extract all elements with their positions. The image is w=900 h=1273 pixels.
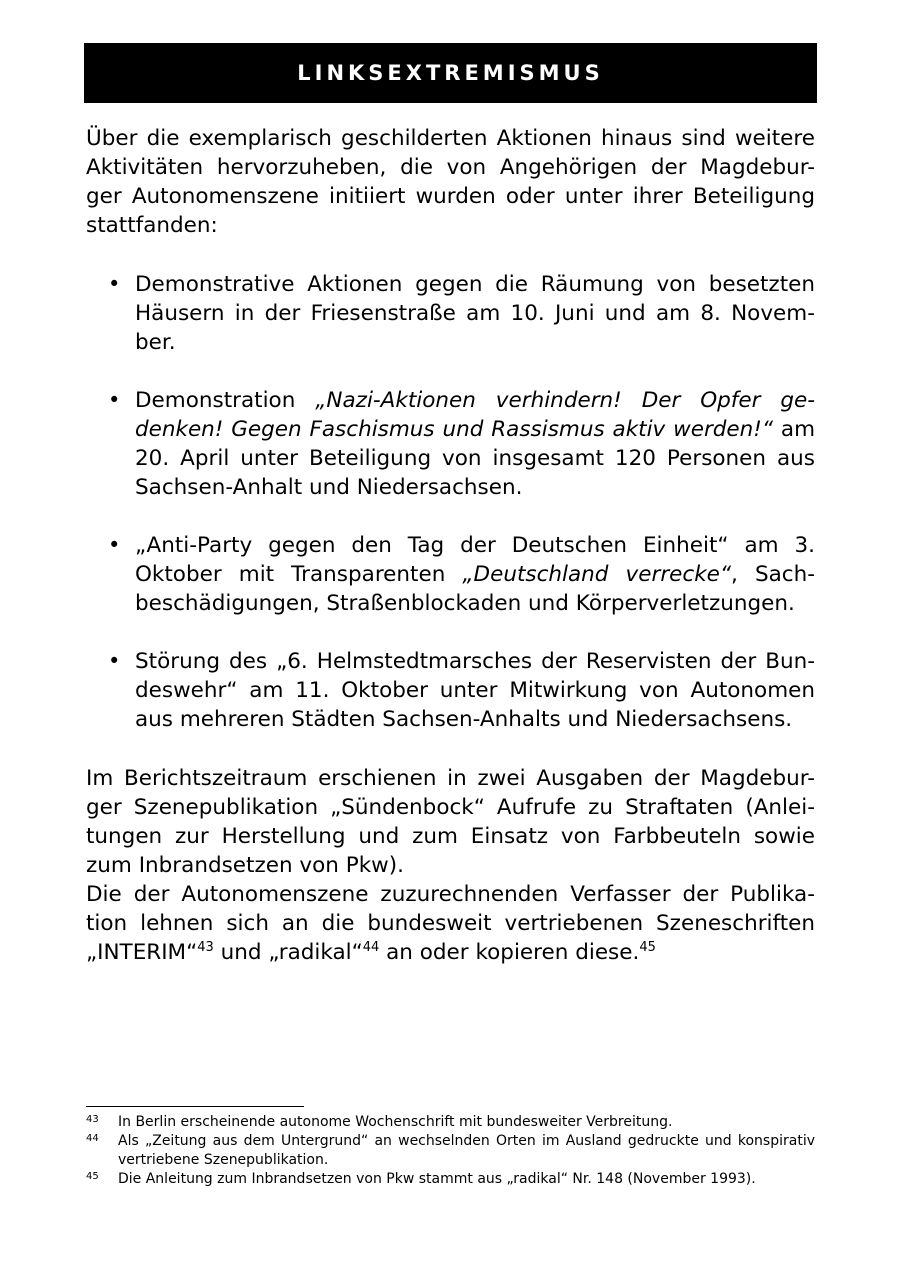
closing-text: Die der Autonomenszene zuzurechnenden Verfasser der Publika-tion lehnen sich an die bundesweit vertriebenen Szeneschriften „INTERIM“ <box>86 882 815 965</box>
list-item <box>86 386 815 502</box>
bullet-icon: • <box>108 533 121 557</box>
closing-text: und „radikal“ <box>213 940 363 965</box>
footnote-text: Die Anleitung zum Inbrandsetzen von Pkw stammt aus „radikal“ Nr. 148 (November 1993). <box>118 1171 756 1187</box>
footnote-number: 43 <box>86 1114 99 1125</box>
closing-paragraph-2 <box>86 880 815 967</box>
closing-paragraph-1: Im Berichtszeitraum erschienen in zwei Ausgaben der Magdebur-ger Szenepublikation „Sündenbock“ Aufrufe zu Straftaten (Anlei-tungen zur Herstellung und zum Einsatz von Farbbeuteln sowie zum Inbrandsetzen von Pkw). <box>86 766 815 878</box>
list-item-prefix: Demonstration <box>135 388 316 413</box>
intro-line: Über die exemplarisch geschilderten Aktionen hinaus sind weitere <box>86 126 815 151</box>
footnote <box>86 1132 815 1170</box>
closing-text: an oder kopieren diese. <box>379 940 640 965</box>
footnote-ref[interactable]: 43 <box>197 940 214 955</box>
bullet-icon: • <box>108 272 121 296</box>
list-item <box>86 531 815 618</box>
intro-line: stattfanden: <box>86 213 218 238</box>
footnote-divider <box>86 1106 304 1107</box>
footnotes <box>86 1113 815 1189</box>
list-item-quote: „Deutschland verrecke“ <box>462 562 732 587</box>
bullet-icon: • <box>108 649 121 673</box>
header-title: LINKSEXTREMISMUS <box>297 61 604 85</box>
list-item-suffix: , Sach-beschädigungen, Straßenblockaden und Körperverletzungen. <box>135 562 815 616</box>
list-item-text: Störung des „6. Helmstedtmarsches der Reservisten der Bun-deswehr“ am 11. Oktober unter Mitwirkung von Autonomen aus mehreren Städten Sachsen-Anhalts und Niedersachsens. <box>135 649 815 732</box>
list-item <box>86 270 815 357</box>
page-header <box>84 43 817 103</box>
closing-paragraphs <box>86 764 815 967</box>
list-item <box>86 647 815 734</box>
bullet-icon: • <box>108 388 121 412</box>
list-item-suffix: am 20. April unter Beteiligung von insgesamt 120 Personen aus Sachsen-Anhalt und Niedersachsen. <box>135 417 816 500</box>
footnote-text: In Berlin erscheinende autonome Wochenschrift mit bundesweiter Verbreitung. <box>118 1114 673 1130</box>
intro-paragraph <box>86 124 815 240</box>
footnote <box>86 1113 815 1132</box>
intro-line: Aktivitäten hervorzuheben, die von Angehörigen der Magdebur- <box>86 155 815 180</box>
list-item-prefix: „Anti-Party gegen den Tag der Deutschen Einheit“ am 3. Oktober mit Transparenten <box>135 533 815 587</box>
footnote-text: Als „Zeitung aus dem Untergrund“ an wechselnden Orten im Ausland gedruckte und konspirativ vertriebene Szenepublikation. <box>118 1133 815 1168</box>
list-item-text: Demonstrative Aktionen gegen die Räumung von besetzten Häusern in der Friesenstraße am 10. Juni und am 8. Novem-ber. <box>135 272 815 355</box>
footnote-ref[interactable]: 44 <box>362 940 380 955</box>
intro-line: ger Autonomenszene initiiert wurden oder unter ihrer Beteiligung <box>86 184 815 209</box>
footnote-number: 45 <box>86 1171 99 1182</box>
list-item-quote: „Nazi-Aktionen verhindern! Der Opfer ge-denken! Gegen Faschismus und Rassismus aktiv werden!“ <box>135 388 816 442</box>
activity-list <box>86 270 815 763</box>
footnote-number: 44 <box>86 1133 99 1144</box>
footnote-ref[interactable]: 45 <box>639 940 656 955</box>
footnote <box>86 1170 815 1189</box>
